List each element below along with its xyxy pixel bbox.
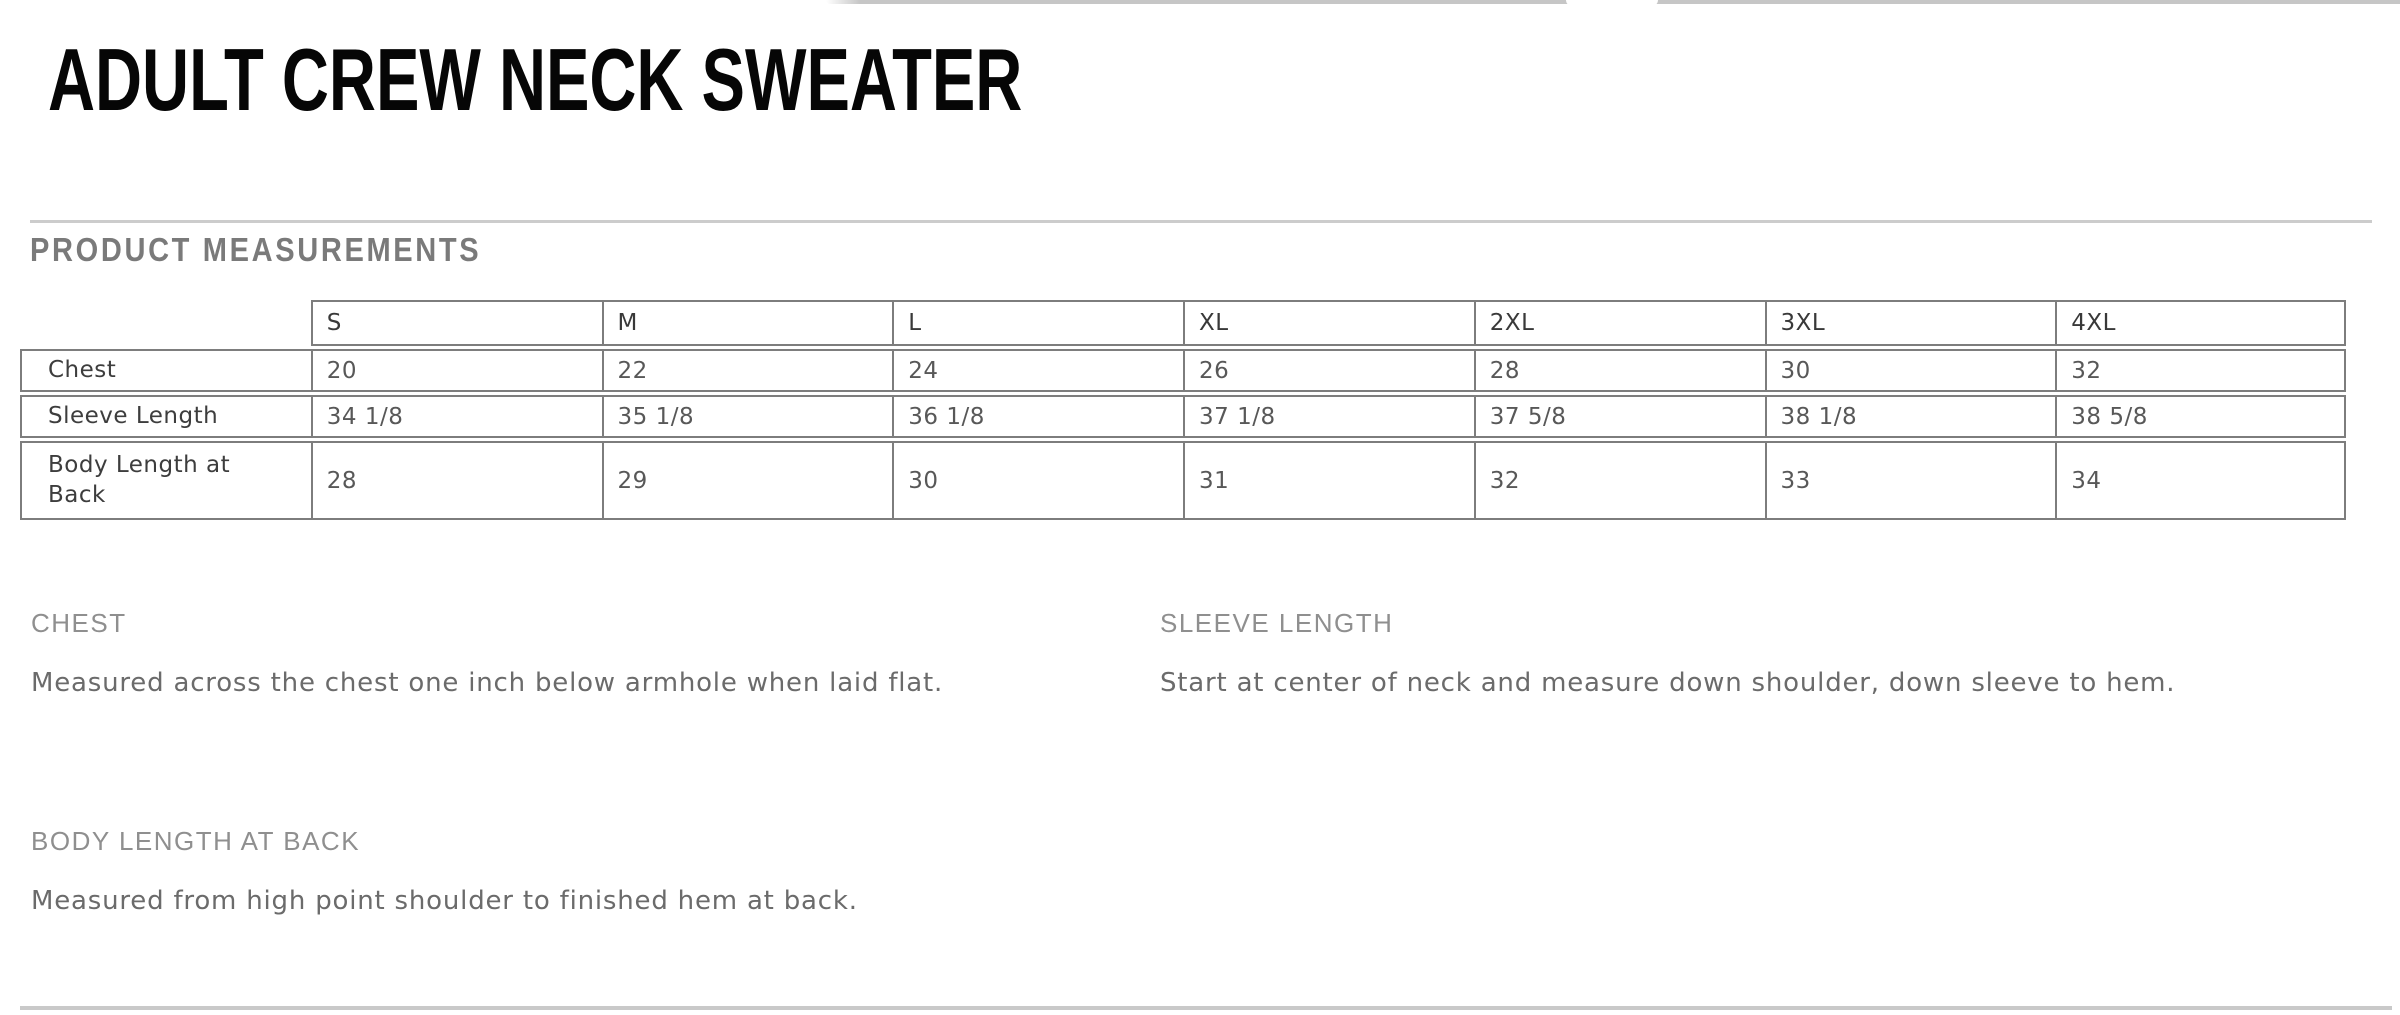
sleeve-value-m: 35 1/8: [602, 395, 893, 438]
body-length-value-l: 30: [892, 441, 1183, 520]
sleeve-value-s: 34 1/8: [311, 395, 602, 438]
top-divider-rule: [30, 220, 2372, 223]
guide-text-chest: Measured across the chest one inch below armhole when laid flat.: [31, 668, 944, 698]
size-header-2xl: 2XL: [1474, 300, 1765, 346]
row-label-body-length-at-back: Body Length at Back: [20, 441, 311, 520]
measure-guide-sleeve-length: [1160, 606, 2190, 708]
measure-guide-chest: [31, 606, 1091, 708]
size-header-3xl: 3XL: [1765, 300, 2056, 346]
measure-guide-body-length-at-back: [31, 824, 1131, 926]
body-length-value-2xl: 32: [1474, 441, 1765, 520]
guide-text-body-length-at-back: Measured from high point shoulder to finished hem at back.: [31, 886, 858, 916]
guide-heading-body-length-at-back: BODY LENGTH AT BACK: [31, 826, 361, 856]
size-header-s: S: [311, 300, 602, 346]
size-header-l: L: [892, 300, 1183, 346]
chest-value-m: 22: [602, 349, 893, 392]
guide-heading-chest: CHEST: [31, 608, 127, 638]
size-header-m: M: [602, 300, 893, 346]
body-length-value-m: 29: [602, 441, 893, 520]
body-length-value-xl: 31: [1183, 441, 1474, 520]
sleeve-value-3xl: 38 1/8: [1765, 395, 2056, 438]
guide-text-sleeve-length: Start at center of neck and measure down shoulder, down sleeve to hem.: [1160, 668, 2176, 698]
size-table-body: [20, 349, 2346, 520]
body-length-value-3xl: 33: [1765, 441, 2056, 520]
body-length-value-s: 28: [311, 441, 602, 520]
sleeve-value-xl: 37 1/8: [1183, 395, 1474, 438]
corner-cell: [20, 300, 311, 346]
size-header-row: [20, 300, 2346, 346]
size-header-xl: XL: [1183, 300, 1474, 346]
guide-heading-sleeve-length: SLEEVE LENGTH: [1160, 608, 1394, 638]
sleeve-value-4xl: 38 5/8: [2055, 395, 2346, 438]
table-row-body-length-at-back: [20, 441, 2346, 520]
section-heading-product-measurements: PRODUCT MEASUREMENTS: [30, 231, 482, 268]
size-chart-table: [20, 297, 2346, 523]
body-length-value-4xl: 34: [2055, 441, 2346, 520]
page-title: ADULT CREW NECK SWEATER: [48, 30, 1023, 129]
top-edge-artifact-notch: [1566, 0, 1658, 6]
chest-value-2xl: 28: [1474, 349, 1765, 392]
bottom-divider-rule: [20, 1006, 2392, 1010]
chest-value-s: 20: [311, 349, 602, 392]
table-row-sleeve-length: [20, 395, 2346, 438]
chest-value-4xl: 32: [2055, 349, 2346, 392]
sleeve-value-l: 36 1/8: [892, 395, 1183, 438]
chest-value-3xl: 30: [1765, 349, 2056, 392]
chest-value-l: 24: [892, 349, 1183, 392]
row-label-chest: Chest: [20, 349, 311, 392]
row-label-sleeve-length: Sleeve Length: [20, 395, 311, 438]
sleeve-value-2xl: 37 5/8: [1474, 395, 1765, 438]
size-header-4xl: 4XL: [2055, 300, 2346, 346]
size-table-header: [20, 300, 2346, 346]
chest-value-xl: 26: [1183, 349, 1474, 392]
table-row-chest: [20, 349, 2346, 392]
